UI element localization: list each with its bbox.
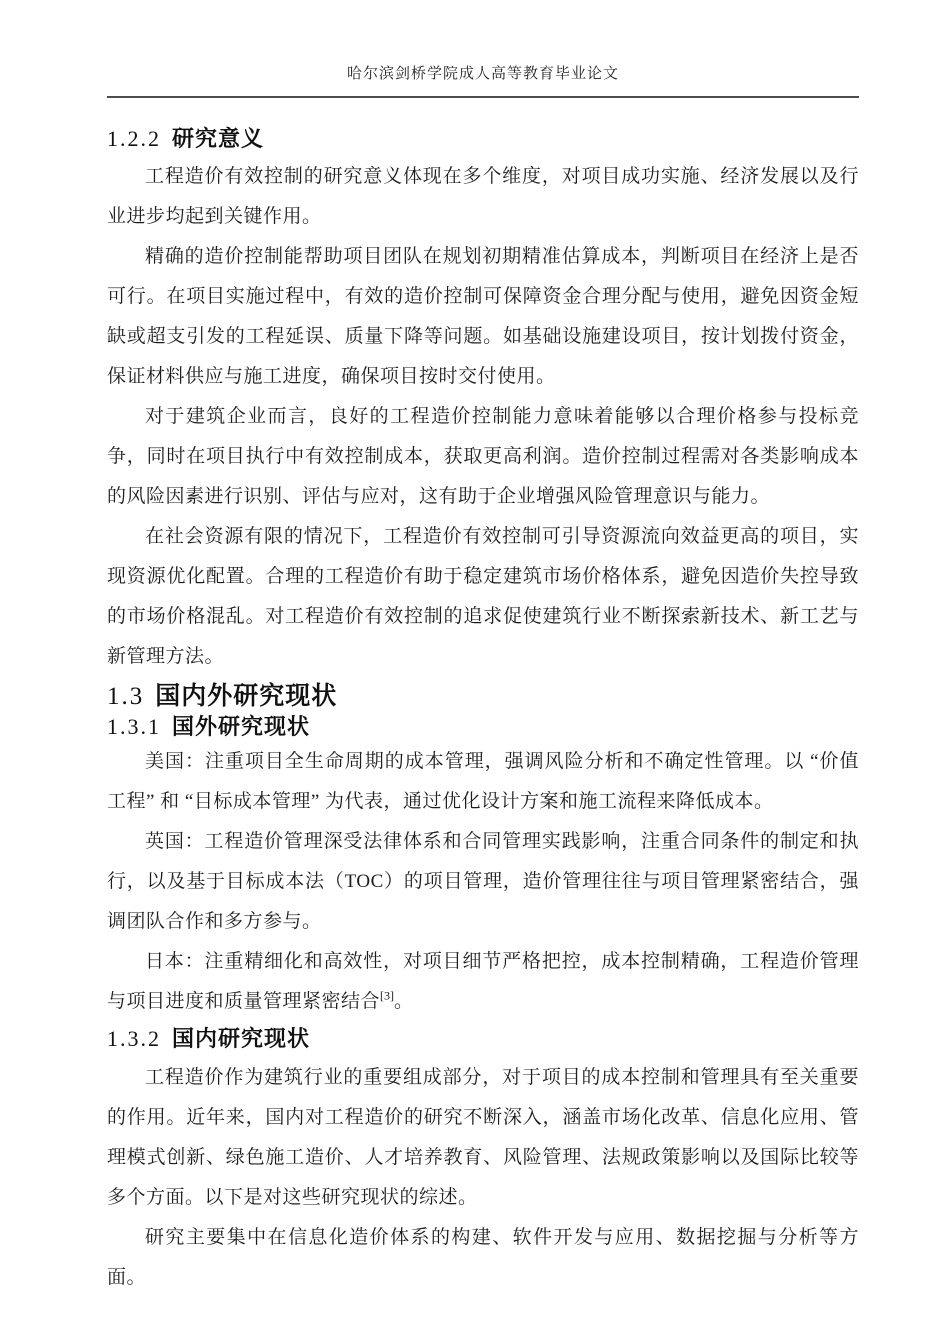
section-heading-1-3-2 xyxy=(107,1024,859,1054)
section-number: 1.2.2 xyxy=(107,126,161,151)
paragraph-usa-research: 美国：注重项目全生命周期的成本管理，强调风险分析和不确定性管理。以 “价值工程” 和 “目标成本管理” 为代表，通过优化设计方案和施工流程来降低成本。 xyxy=(107,751,859,812)
section-title: 研究意义 xyxy=(172,126,265,151)
paragraph-resource-allocation: 在社会资源有限的情况下，工程造价有效控制可引导资源流向效益更高的项目，实现资源优化配置。合理的工程造价有助于稳定建筑市场价格体系，避免因造价失控导致的市场价格混乱。对工程造价有效控制的追求促使建筑行业不断探索新技术、新工艺与新管理方法。 xyxy=(107,526,859,667)
japan-research-period: 。 xyxy=(394,991,414,1012)
section-number: 1.3.1 xyxy=(107,714,161,739)
paragraph-japan-research xyxy=(107,942,859,1022)
section-title: 国内研究现状 xyxy=(172,1026,311,1051)
section-heading-1-3 xyxy=(107,681,859,712)
paragraph-uk-research: 英国：工程造价管理深受法律体系和合同管理实践影响，注重合同条件的制定和执行，以及基于目标成本法（TOC）的项目管理，造价管理往往与项目管理紧密结合，强调团队合作和多方参与。 xyxy=(107,831,859,932)
section-title: 国内外研究现状 xyxy=(155,682,338,710)
section-number: 1.3 xyxy=(107,683,145,710)
section-heading-1-2-2 xyxy=(107,124,859,154)
citation-ref-3: [3] xyxy=(380,988,395,1003)
japan-research-text: 日本：注重精细化和高效性，对项目细节严格把控，成本控制精确，工程造价管理与项目进度和质量管理紧密结合 xyxy=(107,951,859,1012)
page-header-title: 哈尔滨剑桥学院成人高等教育毕业论文 xyxy=(346,66,619,82)
section-title: 国外研究现状 xyxy=(172,714,311,739)
paragraph-domestic-overview: 工程造价作为建筑行业的重要组成部分，对于项目的成本控制和管理具有至关重要的作用。近年来，国内对工程造价的研究不断深入，涵盖市场化改革、信息化应用、管理模式创新、绿色施工造价、人才培养教育、风险管理、法规政策影响以及国际比较等多个方面。以下是对这些研究现状的综述。 xyxy=(107,1067,859,1208)
paragraph-cost-estimation: 精确的造价控制能帮助项目团队在规划初期精准估算成本，判断项目在经济上是否可行。在项目实施过程中，有效的造价控制可保障资金合理分配与使用，避免因资金短缺或超支引发的工程延误、质量下降等问题。如基础设施建设项目，按计划拨付资金，保证材料供应与施工进度，确保项目按时交付使用。 xyxy=(107,246,859,387)
header-rule xyxy=(107,96,859,98)
section-heading-1-3-1 xyxy=(107,712,859,742)
section-number: 1.3.2 xyxy=(107,1026,161,1051)
paragraph-domestic-focus: 研究主要集中在信息化造价体系的构建、软件开发与应用、数据挖掘与分析等方面。 xyxy=(107,1227,859,1288)
paragraph-enterprise-bidding: 对于建筑企业而言，良好的工程造价控制能力意味着能够以合理价格参与投标竞争，同时在项目执行中有效控制成本，获取更高利润。造价控制过程需对各类影响成本的风险因素进行识别、评估与应对，这有助于企业增强风险管理意识与能力。 xyxy=(107,406,859,507)
paragraph-significance-intro: 工程造价有效控制的研究意义体现在多个维度，对项目成功实施、经济发展以及行业进步均起到关键作用。 xyxy=(107,166,859,227)
